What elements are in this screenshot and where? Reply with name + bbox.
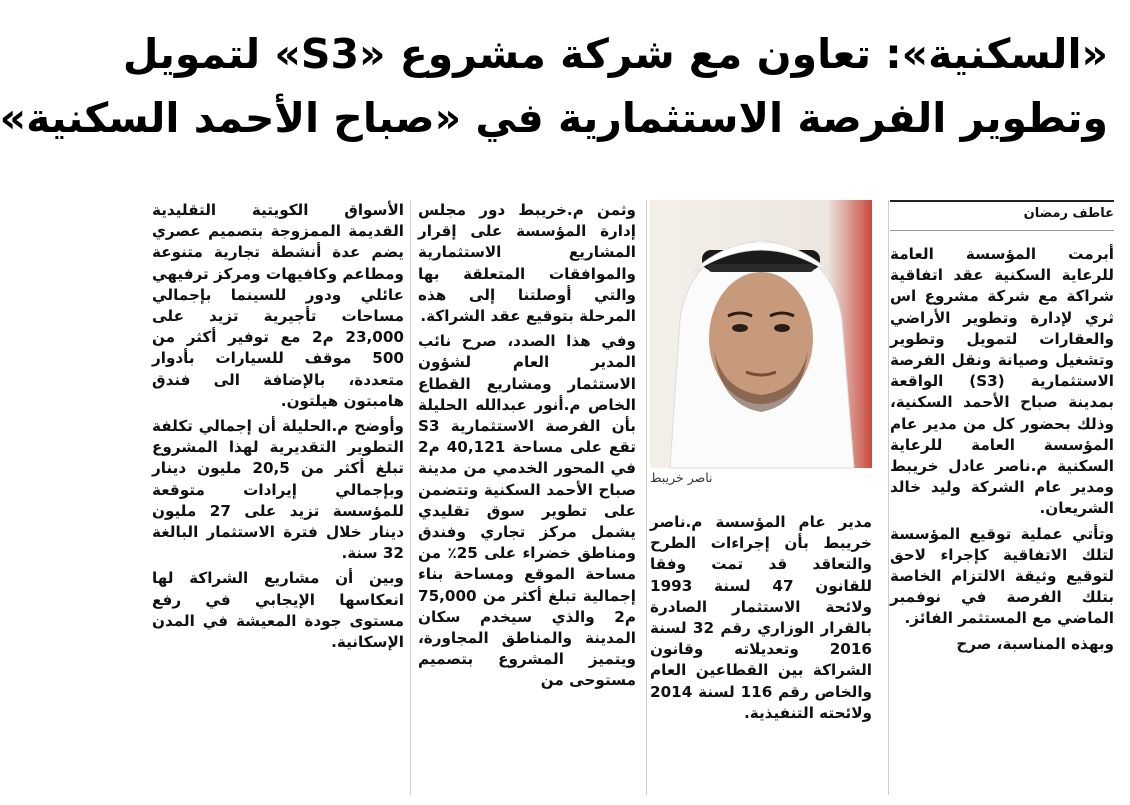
portrait-photo	[650, 200, 872, 468]
paragraph: مدير عام المؤسسة م.ناصر خريبط بأن إجراءات الطرح والتعاقد قد تمت وفقا للقانون 47 لسنة 1993 ولائحة الاستثمار الصادرة بالقرار الوزاري رقم 32 لسنة 2016 وتعديلاته وقانون الشراكة بين القطاعين العام والخاص رقم 116 لسنة 2014 ولائحته التنفيذية.	[650, 513, 872, 722]
paragraph: وفي هذا الصدد، صرح نائب المدير العام لشؤون الاستثمار ومشاريع القطاع الخاص م.أنور عبدالله الحليلة بأن الفرصة الاستثمارية S3 تقع على مساحة 40,121 م2 في المحور الخدمي من مدينة صباح الأحمد السكنية وتتضمن على تطوير سوق تقليدي يشمل مركز تجاري وفندق ومناطق خضراء على 25٪ من مساحة الموقع ومساحة بناء إجمالية تبلغ أكثر من 75,000 م2 والذي سيخدم سكان المدينة والمناطق المجاورة، ويتميز المشروع بتصميم مستوحى من	[418, 332, 636, 690]
headline	[0, 14, 1108, 184]
paragraph: وتأتي عملية توقيع المؤسسة لتلك الاتفاقية كإجراء لاحق لتوقيع وثيقة الالتزام الخاصة بتلك الفرصة في نوفمبر الماضي مع المستثمر الفائز.	[890, 524, 1114, 628]
paragraph: أبرمت المؤسسة العامة للرعاية السكنية عقد اتفاقية شراكة مع شركة مشروع اس ثري لإدارة وتطوير الأراضي والعقارات لتمويل وتطوير وتشغيل وصيانة ونقل الفرصة الاستثمارية (S3) الواقعة بمدينة صباح الأحمد السكنية، وذلك بحضور كل من مدير عام المؤسسة العامة للرعاية السكنية م.ناصر عادل خريبط ومدير عام الشركة وليد خالد الشريعان.	[890, 245, 1115, 518]
headline-line-2: وتطوير الفرصة الاستثمارية في «صباح الأحمد السكنية»	[0, 94, 1108, 142]
article-column-4	[152, 200, 404, 799]
column-separator	[410, 200, 411, 795]
paragraph: وأوضح م.الحليلة أن إجمالي تكلفة التطوير التقديرية لهذا المشروع تبلغ أكثر من 20,5 مليون دينار وبإجمالي إيرادات متوقعة للمؤسسة تزيد على 27 مليون دينار خلال فترة الاستثمار البالغة 32 سنة.	[152, 417, 405, 563]
headline-line-1: «السكنية»: تعاون مع شركة مشروع «S3» لتمويل	[122, 30, 1108, 78]
column-separator	[888, 200, 889, 795]
byline: عاطف رمضان	[1023, 206, 1114, 221]
article-column-2	[650, 512, 872, 799]
byline-box	[890, 200, 1114, 231]
paragraph: وبهذه المناسبة، صرح	[956, 634, 1114, 653]
portrait-illustration	[650, 200, 872, 468]
paragraph: وثمن م.خريبط دور مجلس إدارة المؤسسة على إقرار المشاريع الاستثمارية والموافقات المتعلقة بها والتي أوصلتنا إلى هذه المرحلة بتوقيع عقد الشراكة.	[418, 201, 636, 326]
photo-caption: ناصر خريبط	[650, 470, 713, 485]
article-column-3	[418, 200, 636, 799]
article-column-1	[890, 244, 1114, 799]
column-separator	[646, 200, 647, 795]
paragraph: وبين أن مشاريع الشراكة لها انعكاسها الإيجابي في رفع مستوى جودة المعيشة في المدن الإسكانية.	[152, 569, 404, 652]
paragraph: الأسواق الكويتية التقليدية القديمة الممزوجة بتصميم عصري يضم عدة أنشطة تجارية متنوعة ومطاعم وكافيهات ومركز ترفيهي عائلي ودور للسينما بإجمالي مساحات تأجيرية تزيد على 23,000 م2 مع توفير أكثر من 500 موقف للسيارات بأدوار متعددة، بالإضافة الى فندق هامبتون هيلتون.	[152, 201, 404, 410]
